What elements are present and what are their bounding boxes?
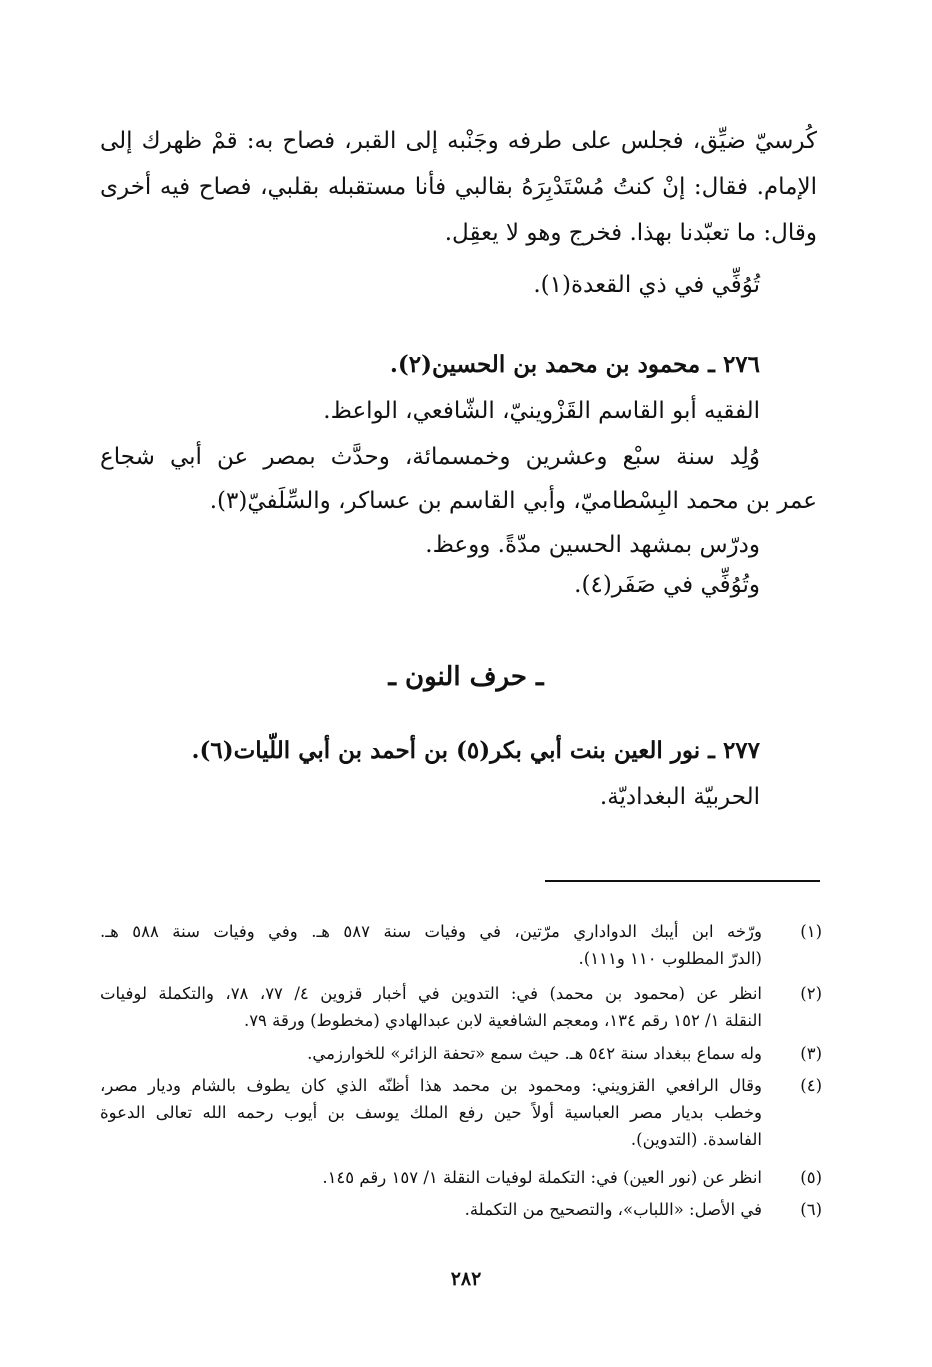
footnote-number: (٢) xyxy=(800,984,822,1003)
footnote xyxy=(100,1040,822,1067)
death-note: تُوُفِّي في ذي القعدة(١). xyxy=(533,272,760,298)
footnote-number: (٦) xyxy=(800,1200,822,1219)
footnote xyxy=(100,1072,822,1153)
footnote-text: وقال الرافعي القزويني: ومحمود بن محمد هذا أظنّه الذي كان يطوف بالشام وديار مصر، xyxy=(100,1076,762,1095)
footnote-text: في الأصل: «اللباب»، والتصحيح من التكملة. xyxy=(464,1200,762,1219)
footnote xyxy=(100,918,822,972)
footnote-text: وله سماع ببغداد سنة ٥٤٢ هـ. حيث سمع «تحفة الزائر» للخوارزمي. xyxy=(307,1044,762,1063)
footnote-text: انظر عن (نور العين) في: التكملة لوفيات النقلة ١/ ١٥٧ رقم ١٤٥. xyxy=(322,1168,762,1187)
entry-276-line: عمر بن محمد البِسْطاميّ، وأبي القاسم بن عساكر، والسِّلَفيّ(٣). xyxy=(209,488,817,514)
body-line: وقال: ما تعبّدنا بهذا. فخرج وهو لا يعقِل. xyxy=(444,220,817,246)
body-line: كُرسيّ ضيِّق، فجلس على طرفه وجَنْبه إلى القبر، فصاح به: قمْ ظهرك إلى xyxy=(100,128,817,154)
footnote-text: وخطب بديار مصر العباسية أولاً حين رفع الملك يوسف بن أيوب رحمه الله تعالى الدعوة xyxy=(100,1103,762,1122)
footnote-number: (١) xyxy=(800,922,822,941)
footnote-text: النقلة ١/ ١٥٢ رقم ١٣٤، ومعجم الشافعية لابن عبدالهادي (مخطوط) ورقة ٧٩. xyxy=(243,1011,762,1030)
section-heading: ـ حرف النون ـ xyxy=(388,662,544,692)
footnote-text: ورّخه ابن أيبك الدواداري مرّتين، في وفيات سنة ٥٨٧ هـ. وفي وفيات سنة ٥٨٨ هـ. xyxy=(100,922,762,941)
footnote-number: (٥) xyxy=(800,1168,822,1187)
page-number: ٢٨٢ xyxy=(450,1268,482,1290)
entry-276-line: ودرّس بمشهد الحسين مدّةً. ووعظ. xyxy=(425,532,760,558)
footnote-divider xyxy=(545,880,820,882)
footnote xyxy=(100,1196,822,1223)
entry-276-line: وُلِد سنة سبْع وعشرين وخمسمائة، وحدَّث بمصر عن أبي شجاع xyxy=(100,444,760,470)
footnote xyxy=(100,1164,822,1191)
entry-277-line: الحربيّة البغداديّة. xyxy=(599,784,760,810)
entry-276-title: ٢٧٦ ـ محمود بن محمد بن الحسين(٢). xyxy=(389,351,760,378)
entry-276-line: الفقيه أبو القاسم القَزْوينيّ، الشّافعي، الواعظ. xyxy=(323,398,760,424)
entry-276-line: وتُوُفِّي في صَفَر(٤). xyxy=(574,572,760,598)
footnote-number: (٣) xyxy=(800,1044,822,1063)
entry-277-title: ٢٧٧ ـ نور العين بنت أبي بكر(٥) بن أحمد بن أبي اللّيات(٦). xyxy=(191,737,760,764)
footnote-text: انظر عن (محمود بن محمد) في: التدوين في أخبار قزوين ٤/ ٧٧، ٧٨، والتكملة لوفيات xyxy=(100,984,763,1003)
body-line: الإمام. فقال: إنْ كنتُ مُسْتَدْبِرَهُ بقالبي فأنا مستقبله بقلبي، فصاح فيه أخرى xyxy=(100,174,817,200)
footnote-text: الفاسدة. (التدوين). xyxy=(630,1130,762,1149)
footnote xyxy=(100,980,822,1034)
footnote-text: (الدرّ المطلوب ١١٠ و١١١). xyxy=(578,949,762,968)
footnote-number: (٤) xyxy=(800,1076,822,1095)
